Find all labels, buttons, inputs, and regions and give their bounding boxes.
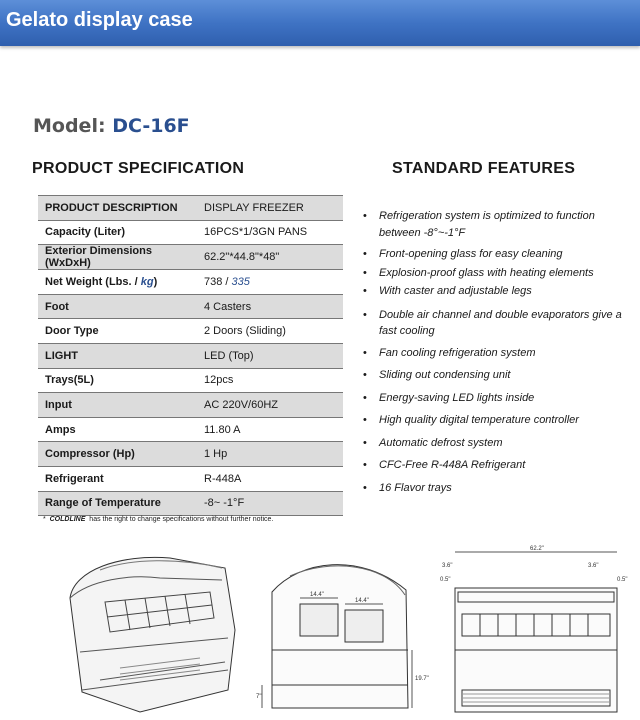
feature-text: CFC-Free R-448A Refrigerant <box>379 459 526 471</box>
spec-value: 738 / 335 <box>197 270 343 295</box>
spec-row <box>38 220 343 245</box>
side-pan-right <box>345 610 383 642</box>
feature-item <box>363 435 626 452</box>
spec-key: Foot <box>38 294 197 319</box>
bullet-icon: • <box>363 266 367 279</box>
spec-value: DISPLAY FREEZER <box>197 196 343 221</box>
feature-text: Fan cooling refrigeration system <box>379 346 536 359</box>
front-dim-label-right-gap: 0.5" <box>617 577 628 583</box>
bullet-icon: • <box>363 369 367 381</box>
feature-item <box>363 412 626 429</box>
spec-value: LED (Top) <box>197 343 343 368</box>
case-body <box>70 557 235 712</box>
feature-text: Explosion-proof glass with heating elements <box>379 266 594 279</box>
side-dim-label-4: 7" <box>256 694 262 700</box>
feature-item <box>363 390 626 407</box>
spec-row <box>38 343 343 368</box>
side-dim-label-2: 14.4" <box>355 598 369 604</box>
spec-value: 2 Doors (Sliding) <box>197 319 343 344</box>
bullet-icon: • <box>363 248 367 260</box>
spec-key: Input <box>38 393 197 418</box>
front-elevation-drawing <box>455 552 617 712</box>
features-heading: STANDARD FEATURES <box>392 160 576 177</box>
front-dim-label-right: 3.6" <box>588 563 599 569</box>
feature-item <box>363 367 626 384</box>
spec-key: Compressor (Hp) <box>38 442 197 467</box>
spec-row <box>38 466 343 491</box>
side-dim-label-1: 14.4" <box>310 592 324 598</box>
side-profile <box>272 565 408 708</box>
spec-key: Trays(5L) <box>38 368 197 393</box>
feature-text: With caster and adjustable legs <box>379 285 532 297</box>
spec-key: Net Weight (Lbs. / kg) <box>38 270 197 295</box>
spec-value: R-448A <box>197 466 343 491</box>
feature-item <box>363 307 626 340</box>
spec-key: Amps <box>38 417 197 442</box>
spec-key: Range of Temperature <box>38 491 197 516</box>
spec-key: Capacity (Liter) <box>38 220 197 245</box>
feature-text: Energy-saving LED lights inside <box>379 391 535 404</box>
spec-key: LIGHT <box>38 343 197 368</box>
side-section-drawing <box>262 565 412 708</box>
feature-text: 16 Flavor trays <box>379 481 452 494</box>
spec-value: 1 Hp <box>197 442 343 467</box>
spec-table <box>38 195 343 516</box>
spec-row <box>38 196 343 221</box>
bullet-icon: • <box>363 285 367 297</box>
model-label: Model: <box>33 115 106 137</box>
spec-row <box>38 491 343 516</box>
spec-row <box>38 294 343 319</box>
feature-item <box>363 265 626 282</box>
bullet-icon: • <box>363 481 367 494</box>
side-pan-left <box>300 604 338 636</box>
spec-key: Exterior Dimensions (WxDxH) <box>38 245 197 270</box>
header-banner <box>0 0 640 46</box>
feature-item <box>363 345 626 362</box>
front-dim-label-left-gap: 0.5" <box>440 577 451 583</box>
model-line <box>33 115 190 137</box>
bullet-icon: • <box>363 210 367 222</box>
note-brand: COLDLINE <box>49 516 86 523</box>
spec-row <box>38 442 343 467</box>
feature-item <box>363 480 626 497</box>
spec-value: 62.2"*44.8"*48" <box>197 245 343 270</box>
spec-value: 12pcs <box>197 368 343 393</box>
feature-item <box>363 208 626 241</box>
spec-value: 4 Casters <box>197 294 343 319</box>
spec-row <box>38 368 343 393</box>
front-dim-label-left: 3.6" <box>442 563 453 569</box>
spec-heading: PRODUCT SPECIFICATION <box>32 160 245 177</box>
spec-row <box>38 417 343 442</box>
side-dim-label-3: 19.7" <box>415 676 429 682</box>
bullet-icon: • <box>363 414 367 426</box>
disclaimer-note: * COLDLINE has the right to change specifications without further notice. <box>43 516 274 523</box>
feature-item <box>363 457 626 474</box>
product-drawings <box>0 540 640 720</box>
spec-key: Door Type <box>38 319 197 344</box>
bullet-icon: • <box>363 436 367 449</box>
spec-row <box>38 270 343 295</box>
feature-text: Sliding out condensing unit <box>379 369 511 381</box>
perspective-drawing <box>70 557 235 712</box>
spec-row <box>38 319 343 344</box>
spec-row <box>38 245 343 270</box>
feature-text: Refrigeration system is optimized to function between -8°~-1°F <box>379 210 595 239</box>
spec-key: PRODUCT DESCRIPTION <box>38 196 197 221</box>
feature-text: Automatic defrost system <box>379 436 503 449</box>
features-list <box>363 208 626 496</box>
spec-value: -8~ -1°F <box>197 491 343 516</box>
note-text: has the right to change specifications without further notice. <box>89 516 274 523</box>
spec-key: Refrigerant <box>38 466 197 491</box>
spec-row <box>38 393 343 418</box>
feature-item <box>363 246 626 263</box>
bullet-icon: • <box>363 459 367 471</box>
spec-value: AC 220V/60HZ <box>197 393 343 418</box>
spec-value: 16PCS*1/3GN PANS <box>197 220 343 245</box>
model-value: DC-16F <box>112 115 190 137</box>
bullet-icon: • <box>363 308 367 321</box>
spec-value: 11.80 A <box>197 417 343 442</box>
bullet-icon: • <box>363 346 367 359</box>
feature-text: Double air channel and double evaporators give a fast cooling <box>379 308 622 337</box>
feature-text: High quality digital temperature controller <box>379 414 579 426</box>
front-dim-label-width: 62.2" <box>530 546 544 552</box>
page-title: Gelato display case <box>6 9 193 31</box>
bullet-icon: • <box>363 391 367 404</box>
feature-text: Front-opening glass for easy cleaning <box>379 248 563 260</box>
feature-item <box>363 283 626 300</box>
